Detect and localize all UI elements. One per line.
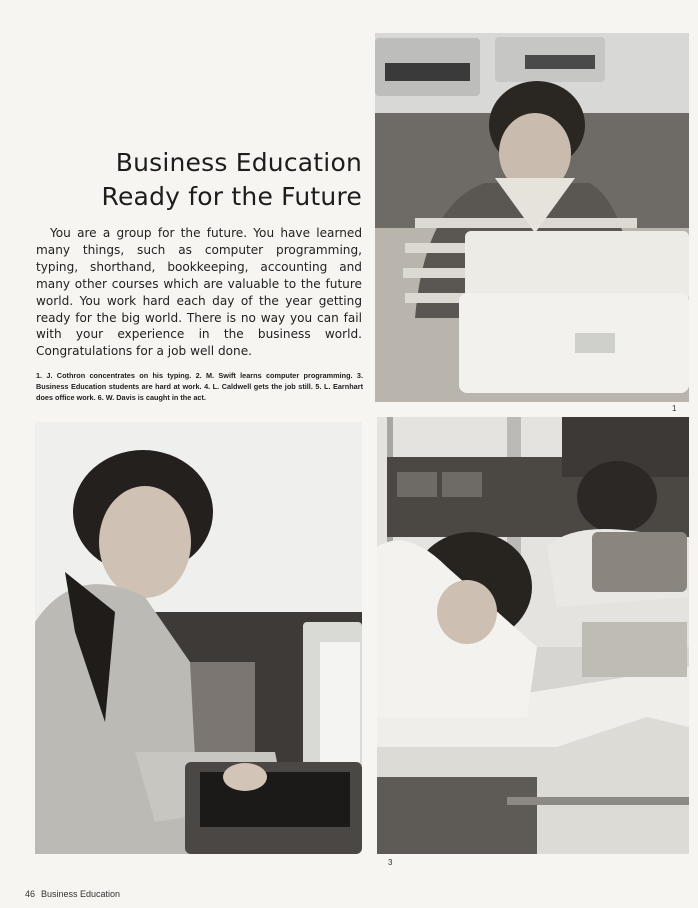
photo-number-3: 3: [388, 858, 393, 867]
page-number: 46: [25, 889, 36, 899]
photo-number-1: 1: [672, 404, 677, 413]
title-line-2: Ready for the Future: [101, 182, 362, 211]
photo-computer-student: [35, 422, 362, 854]
section-name: Business Education: [41, 889, 121, 899]
photo-captions: 1. J. Cothron concentrates on his typing. 2. M. Swift learns computer programming. 3. Business Education students are hard at work. 4. L. Caldwell gets the job still. 5. L. Earnhart does office work. 6. W. Davis is caught in the act.: [36, 371, 363, 402]
body-paragraph: You are a group for the future. You have learned many things, such as computer programming, typing, shorthand, bookkeeping, accounting and many other courses which are valuable to the future world. You work hard each day of the year getting ready for the big world. There is no way you can fail with your experience in the business world. Congratulations for a job well done.: [36, 226, 362, 359]
page-footer: [25, 889, 120, 899]
photo-typing-student: [375, 33, 689, 402]
title-line-1: Business Education: [115, 148, 362, 177]
page-title: [100, 146, 362, 214]
photo-desk-students: [377, 417, 689, 854]
